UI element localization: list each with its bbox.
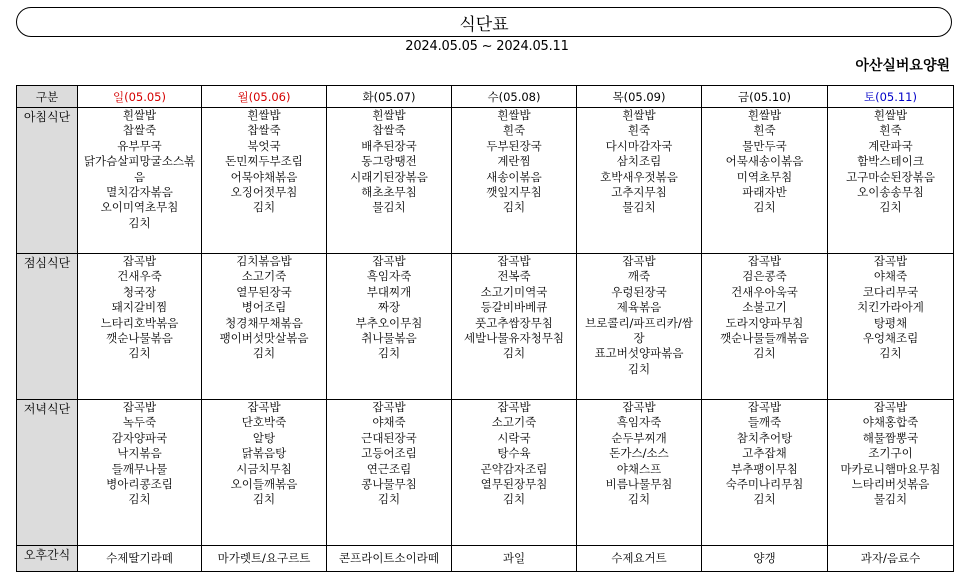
- menu-item: 동그랑땡전: [361, 154, 417, 169]
- menu-item: 김치: [377, 492, 401, 507]
- menu-item: 계란찜: [497, 154, 531, 169]
- menu-item: 계란파국: [868, 138, 913, 153]
- menu-item: 두부된장국: [486, 138, 542, 153]
- menu-item: 해물짬뽕국: [862, 430, 919, 445]
- day-header-sat: 토(05.11): [828, 86, 954, 108]
- menu-cell-dinner-fri: [702, 400, 828, 546]
- meal-label-dinner: 저녁식단: [17, 400, 78, 546]
- menu-item: 장: [633, 331, 645, 346]
- menu-item: 흰죽: [879, 123, 902, 138]
- menu-cell-dinner-mon: [202, 400, 327, 546]
- menu-item: 야채홍합죽: [862, 415, 919, 430]
- menu-cell-snack-thu: 수제요거트: [577, 546, 702, 572]
- menu-item: 알탕: [252, 430, 276, 445]
- menu-item: 호박새우젓볶음: [600, 169, 678, 184]
- menu-item: 흑임자죽: [616, 415, 662, 430]
- menu-item: 소고기죽: [491, 415, 537, 430]
- menu-item: 청경채무채볶음: [225, 315, 303, 330]
- menu-item: 열무된장국: [236, 284, 292, 299]
- menu-item: 잡곡밥: [873, 400, 908, 414]
- menu-title-box: [16, 7, 952, 37]
- menu-item: 미역초무침: [736, 169, 793, 184]
- menu-item: 깨죽: [627, 269, 651, 284]
- menu-item: 닭볶음탕: [241, 446, 287, 461]
- menu-item: 잡곡밥: [747, 400, 782, 414]
- menu-item: 부대찌개: [366, 284, 412, 299]
- menu-item: 김치: [252, 346, 276, 361]
- menu-item: 풋고추쌈장무침: [475, 315, 553, 330]
- menu-item: 찹쌀죽: [372, 123, 406, 138]
- meal-label-lunch: 점심식단: [17, 254, 78, 400]
- menu-cell-lunch-tue: [327, 254, 452, 400]
- menu-item: 비름나물무침: [605, 477, 673, 492]
- menu-item: 물만두국: [742, 138, 787, 153]
- menu-item: 삼치조림: [616, 154, 662, 169]
- menu-item: 소고기미역국: [480, 284, 548, 299]
- menu-item: 북엇국: [247, 138, 281, 153]
- menu-item: 소고기죽: [241, 269, 287, 284]
- menu-cell-dinner-wed: [452, 400, 577, 546]
- menu-item: 돼지갈비찜: [111, 300, 168, 315]
- menu-item: 흑임자죽: [366, 269, 412, 284]
- menu-item: 고추잡채: [742, 446, 787, 461]
- menu-item: 오징어젓무침: [230, 185, 298, 200]
- menu-item: 치킨가라아게: [857, 300, 924, 315]
- menu-item: 함박스테이크: [857, 154, 924, 169]
- menu-item: 김치: [252, 200, 276, 215]
- menu-item: 제육볶음: [616, 300, 662, 315]
- menu-item: 조기구이: [868, 446, 913, 461]
- menu-cell-dinner-sun: [78, 400, 202, 546]
- menu-cell-lunch-wed: [452, 254, 577, 400]
- menu-cell-lunch-thu: [577, 254, 702, 400]
- menu-item: 열무된장무침: [480, 477, 548, 492]
- menu-item: 건새우죽: [117, 269, 162, 284]
- menu-item: 김치: [252, 492, 276, 507]
- menu-item: 등갈비바베큐: [480, 300, 548, 315]
- menu-item: 청국장: [122, 284, 157, 299]
- menu-item: 탕수육: [497, 446, 531, 461]
- menu-item: 마카로니햄마요무침: [840, 461, 941, 476]
- menu-item: 부추오이무침: [355, 315, 423, 330]
- menu-item: 시래기된장볶음: [350, 169, 428, 184]
- menu-item: 근대된장국: [361, 430, 417, 445]
- menu-item: 흰쌀밥: [497, 108, 531, 122]
- menu-item: 파래자반: [742, 185, 787, 200]
- menu-item: 물김치: [622, 200, 656, 215]
- menu-cell-snack-tue: 콘프라이트소이라떼: [327, 546, 452, 572]
- menu-item: 흰쌀밥: [622, 108, 656, 122]
- menu-item: 김치: [627, 361, 651, 376]
- menu-item: 김치: [753, 200, 776, 215]
- menu-item: 팽이버섯맛살볶음: [219, 331, 309, 346]
- menu-item: 흰쌀밥: [247, 108, 281, 122]
- menu-item: 잡곡밥: [873, 254, 908, 268]
- menu-item: 전복죽: [497, 269, 531, 284]
- menu-item: 탕평채: [873, 315, 908, 330]
- menu-item: 김치: [128, 215, 151, 230]
- menu-item: 흰죽: [753, 123, 776, 138]
- menu-item: 참치추어탕: [736, 430, 793, 445]
- menu-item: 녹두죽: [122, 415, 157, 430]
- menu-item: 김치: [377, 346, 401, 361]
- menu-item: 취나물볶음: [361, 331, 417, 346]
- menu-item: 잡곡밥: [497, 400, 531, 414]
- menu-item: 김치: [128, 346, 151, 361]
- menu-item: 세발나물유자청무침: [464, 331, 564, 346]
- menu-item: 도라지양파무침: [725, 315, 804, 330]
- menu-item: 브로콜리/파프리카/쌈: [585, 315, 693, 330]
- menu-item: 김치: [128, 492, 151, 507]
- menu-item: 우엉채조림: [862, 331, 919, 346]
- menu-cell-dinner-sat: [828, 400, 954, 546]
- day-header-mon: 월(05.06): [202, 86, 327, 108]
- menu-item: 깻순나물볶음: [106, 331, 173, 346]
- menu-item: 돈가스/소스: [609, 446, 669, 461]
- menu-item: 어묵야채볶음: [230, 169, 298, 184]
- menu-item: 우렁된장국: [611, 284, 667, 299]
- menu-cell-breakfast-wed: [452, 108, 577, 254]
- menu-cell-lunch-sun: [78, 254, 202, 400]
- menu-item: 흰죽: [627, 123, 651, 138]
- menu-item: 오이들깨볶음: [230, 477, 298, 492]
- menu-cell-snack-sun: 수제딸기라떼: [78, 546, 202, 572]
- menu-item: 단호박죽: [241, 415, 287, 430]
- menu-item: 물김치: [873, 492, 908, 507]
- menu-cell-lunch-sat: [828, 254, 954, 400]
- meal-label-breakfast: 아침식단: [17, 108, 78, 254]
- menu-item: 새송이볶음: [486, 169, 542, 184]
- meal-row-breakfast: [17, 108, 954, 254]
- menu-cell-snack-wed: 과일: [452, 546, 577, 572]
- menu-item: 잡곡밥: [372, 254, 406, 268]
- menu-item: 김치: [753, 346, 776, 361]
- menu-item: 유부무국: [117, 138, 162, 153]
- menu-item: 잡곡밥: [372, 400, 406, 414]
- day-header-wed: 수(05.08): [452, 86, 577, 108]
- menu-item: 해초초무침: [361, 185, 417, 200]
- menu-item: 야채죽: [372, 415, 406, 430]
- day-header-sun: 일(05.05): [78, 86, 202, 108]
- menu-item: 연근조림: [366, 461, 412, 476]
- menu-cell-snack-fri: 양갱: [702, 546, 828, 572]
- menu-item: 멸치감자볶음: [106, 185, 173, 200]
- menu-item: 소불고기: [742, 300, 787, 315]
- menu-item: 김치볶음밥: [236, 254, 292, 268]
- menu-item: 깻잎지무침: [486, 185, 542, 200]
- menu-item: 시금치무침: [236, 461, 292, 476]
- menu-item: 다시마감자국: [605, 138, 673, 153]
- menu-item: 음: [133, 169, 146, 184]
- menu-cell-snack-mon: 마가렛트/요구르트: [202, 546, 327, 572]
- day-header-tue: 화(05.07): [327, 86, 452, 108]
- menu-item: 잡곡밥: [122, 254, 157, 268]
- menu-cell-breakfast-sat: [828, 108, 954, 254]
- menu-item: 검은콩죽: [742, 269, 787, 284]
- menu-cell-snack-sat: 과자/음료수: [828, 546, 954, 572]
- header-category: 구분: [17, 86, 78, 108]
- menu-cell-dinner-tue: [327, 400, 452, 546]
- menu-item: 김치: [753, 492, 776, 507]
- menu-item: 흰쌀밥: [372, 108, 406, 122]
- meal-row-dinner: [17, 400, 954, 546]
- menu-item: 배추된장국: [361, 138, 417, 153]
- menu-cell-breakfast-tue: [327, 108, 452, 254]
- weekly-menu-table: [16, 85, 954, 572]
- meal-label-snack: 오후간식: [17, 546, 78, 572]
- menu-item: 잡곡밥: [622, 400, 656, 414]
- menu-item: 곤약감자조림: [480, 461, 548, 476]
- menu-cell-breakfast-fri: [702, 108, 828, 254]
- menu-cell-dinner-thu: [577, 400, 702, 546]
- menu-item: 김치: [627, 492, 651, 507]
- facility-name: 아산실버요양원: [855, 58, 950, 74]
- menu-item: 김치: [502, 346, 526, 361]
- menu-item: 돈민찌두부조림: [225, 154, 303, 169]
- menu-item: 김치: [879, 346, 902, 361]
- menu-item: 표고버섯양파볶음: [594, 346, 684, 361]
- menu-item: 콩나물무침: [361, 477, 417, 492]
- meal-row-lunch: [17, 254, 954, 400]
- menu-item: 김치: [502, 200, 526, 215]
- menu-item: 순두부찌개: [611, 430, 667, 445]
- menu-item: 야채죽: [873, 269, 908, 284]
- menu-cell-lunch-fri: [702, 254, 828, 400]
- menu-item: 잡곡밥: [622, 254, 656, 268]
- menu-item: 흰쌀밥: [747, 108, 782, 122]
- menu-item: 야채스프: [616, 461, 662, 476]
- menu-item: 부추팽이무침: [731, 461, 798, 476]
- menu-item: 어묵새송이볶음: [725, 154, 804, 169]
- menu-item: 잡곡밥: [497, 254, 531, 268]
- menu-item: 오이미역초무침: [100, 200, 179, 215]
- menu-item: 흰쌀밥: [873, 108, 908, 122]
- day-header-thu: 목(05.09): [577, 86, 702, 108]
- menu-item: 닭가슴살피망굴소스볶: [83, 154, 196, 169]
- menu-item: 고등어조림: [361, 446, 417, 461]
- menu-item: 건새우아욱국: [731, 284, 798, 299]
- menu-item: 잡곡밥: [747, 254, 782, 268]
- menu-item: 고구마순된장볶음: [846, 169, 935, 184]
- menu-cell-breakfast-sun: [78, 108, 202, 254]
- menu-item: 찹쌀죽: [122, 123, 157, 138]
- menu-item: 낙지볶음: [117, 446, 162, 461]
- header-row: [17, 86, 954, 108]
- menu-item: 깻순나물들깨볶음: [720, 331, 809, 346]
- page-title: 식단표: [459, 14, 509, 35]
- menu-item: 느타리버섯볶음: [851, 477, 930, 492]
- menu-item: 흰쌀밥: [122, 108, 157, 122]
- menu-item: 고추지무침: [611, 185, 667, 200]
- menu-item: 짜장: [377, 300, 401, 315]
- menu-item: 병어조림: [241, 300, 287, 315]
- meal-row-snack: [17, 546, 954, 572]
- menu-cell-lunch-mon: [202, 254, 327, 400]
- menu-item: 코다리무국: [862, 284, 919, 299]
- menu-item: 숙주미나리무침: [725, 477, 804, 492]
- menu-item: 잡곡밥: [122, 400, 157, 414]
- menu-item: 잡곡밥: [247, 400, 281, 414]
- menu-item: 시락국: [497, 430, 531, 445]
- menu-item: 느타리호박볶음: [100, 315, 179, 330]
- menu-cell-breakfast-thu: [577, 108, 702, 254]
- menu-item: 오이송송무침: [857, 185, 924, 200]
- menu-item: 물김치: [372, 200, 406, 215]
- menu-period: 2024.05.05 ~ 2024.05.11: [405, 39, 569, 54]
- menu-item: 감자양파국: [111, 430, 168, 445]
- day-header-fri: 금(05.10): [702, 86, 828, 108]
- menu-item: 김치: [502, 492, 526, 507]
- menu-item: 찹쌀죽: [247, 123, 281, 138]
- menu-item: 병아리콩조림: [106, 477, 173, 492]
- menu-cell-breakfast-mon: [202, 108, 327, 254]
- menu-item: 흰죽: [502, 123, 526, 138]
- menu-item: 들깨죽: [747, 415, 782, 430]
- menu-item: 들깨무나물: [111, 461, 168, 476]
- menu-item: 김치: [879, 200, 902, 215]
